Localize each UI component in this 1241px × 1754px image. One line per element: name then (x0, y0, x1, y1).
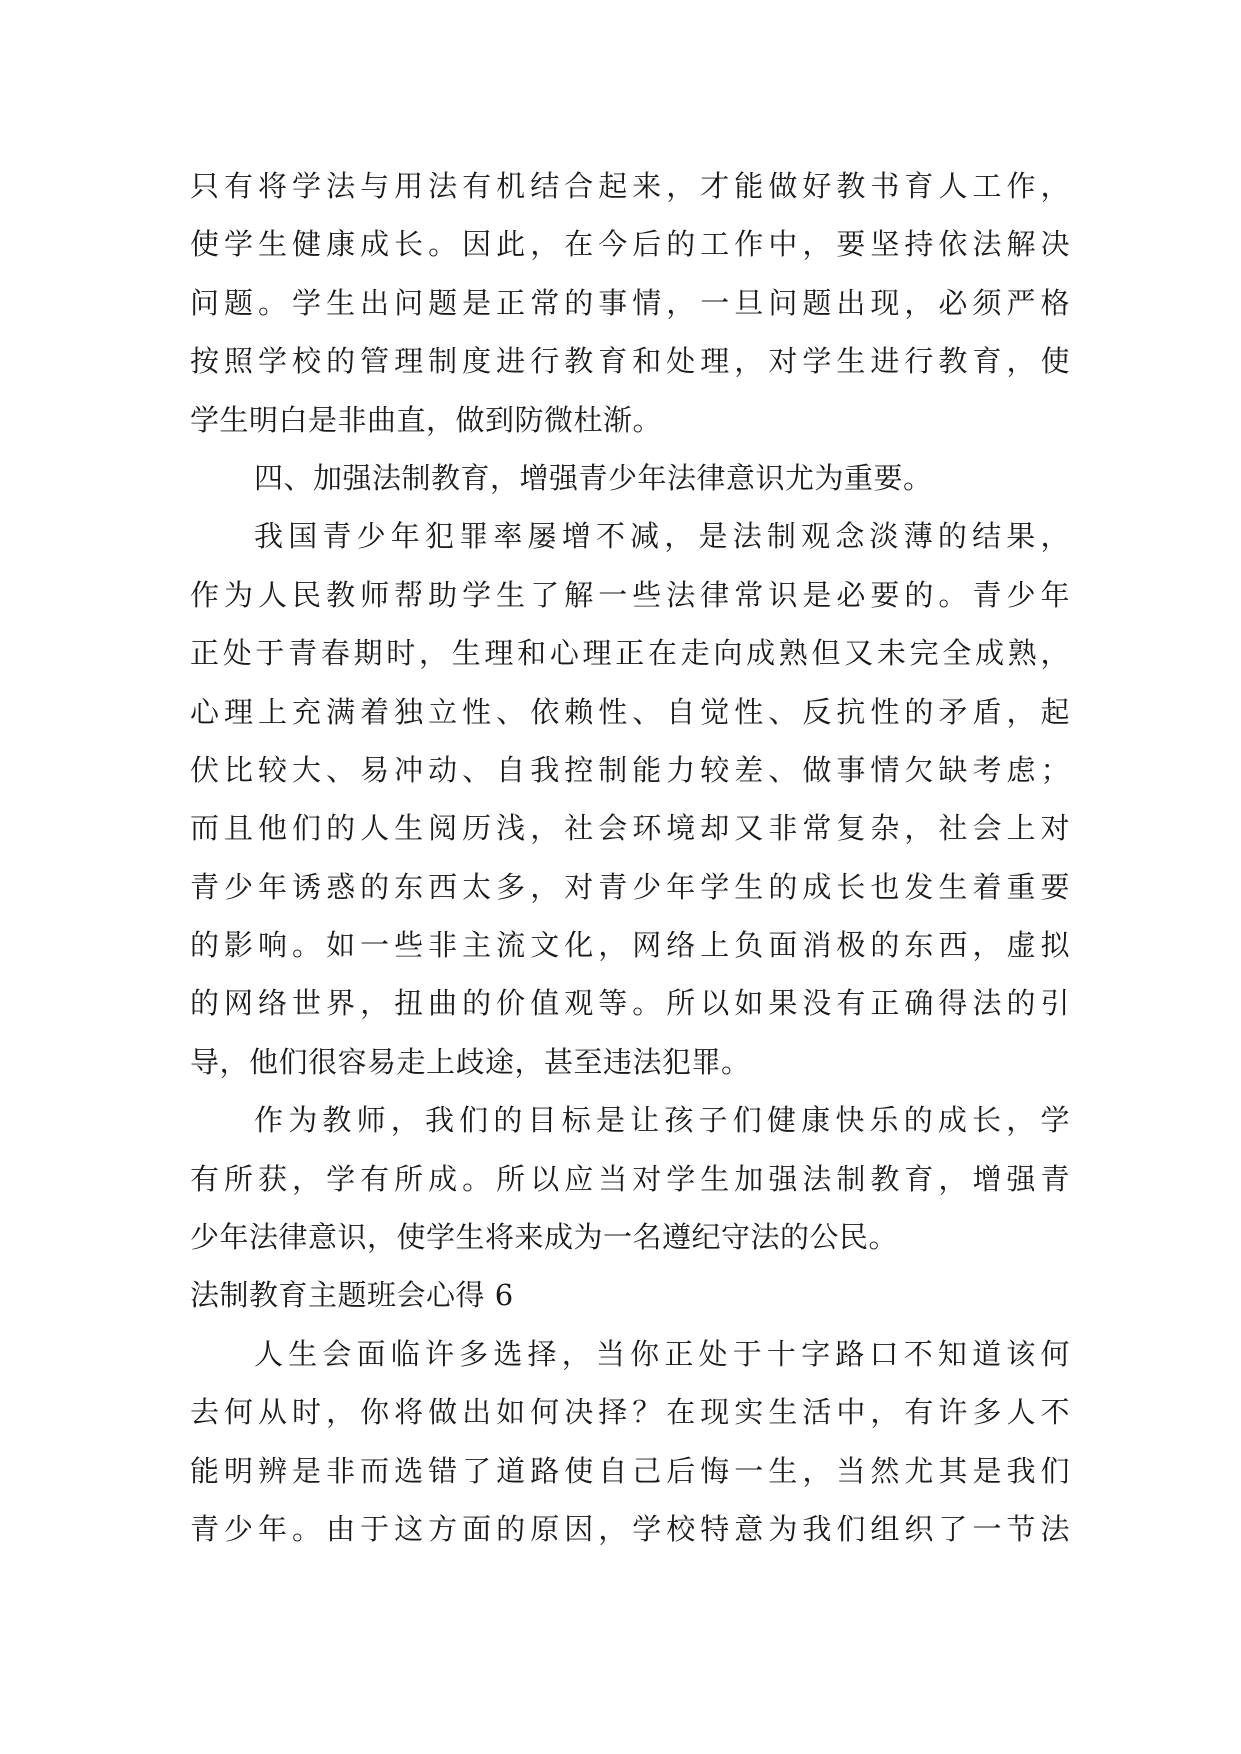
text-line: 正处于青春期时，生理和心理正在走向成熟但又未完全成熟， (190, 636, 1070, 671)
text-line: 少年法律意识，使学生将来成为一名遵纪守法的公民。 (190, 1220, 899, 1255)
text-line: 使学生健康成长。因此，在今后的工作中，要坚持依法解决 (190, 227, 1070, 262)
text-line: 我国青少年犯罪率屡增不减，是法制观念淡薄的结果， (254, 519, 1070, 554)
text-line: 的网络世界，扭曲的价值观等。所以如果没有正确得法的引 (190, 986, 1070, 1021)
text-line: 去何从时，你将做出如何决择？在现实生活中，有许多人不 (190, 1395, 1070, 1430)
text-line: 心理上充满着独立性、依赖性、自觉性、反抗性的矛盾，起 (190, 694, 1070, 729)
text-line: 青少年。由于这方面的原因，学校特意为我们组织了一节法 (190, 1511, 1070, 1546)
text-line: 而且他们的人生阅历浅，社会环境却又非常复杂，社会上对 (190, 811, 1070, 846)
text-line: 伏比较大、易冲动、自我控制能力较差、做事情欠缺考虑； (190, 752, 1070, 787)
text-line: 作为人民教师帮助学生了解一些法律常识是必要的。青少年 (190, 577, 1070, 612)
text-line: 有所获，学有所成。所以应当对学生加强法制教育，增强青 (190, 1161, 1070, 1196)
text-line: 导，他们很容易走上歧途，甚至违法犯罪。 (190, 1044, 751, 1079)
text-line: 能明辨是非而选错了道路使自己后悔一生，当然尤其是我们 (190, 1453, 1070, 1488)
section-title: 法制教育主题班会心得 6 (190, 1278, 514, 1313)
body-text (190, 157, 1070, 1558)
text-line: 人生会面临许多选择，当你正处于十字路口不知道该何 (254, 1336, 1070, 1371)
text-line: 学生明白是非曲直，做到防微杜渐。 (190, 402, 663, 437)
text-line: 按照学校的管理制度进行教育和处理，对学生进行教育，使 (190, 344, 1070, 379)
text-line: 作为教师，我们的目标是让孩子们健康快乐的成长，学 (254, 1103, 1070, 1138)
text-line: 只有将学法与用法有机结合起来，才能做好教书育人工作， (190, 169, 1070, 203)
text-line: 的影响。如一些非主流文化，网络上负面消极的东西，虚拟 (190, 928, 1070, 963)
text-line: 问题。学生出问题是正常的事情，一旦问题出现，必须严格 (190, 285, 1070, 320)
text-line: 青少年诱惑的东西太多，对青少年学生的成长也发生着重要 (190, 869, 1070, 904)
section-heading: 四、加强法制教育，增强青少年法律意识尤为重要。 (254, 460, 933, 495)
